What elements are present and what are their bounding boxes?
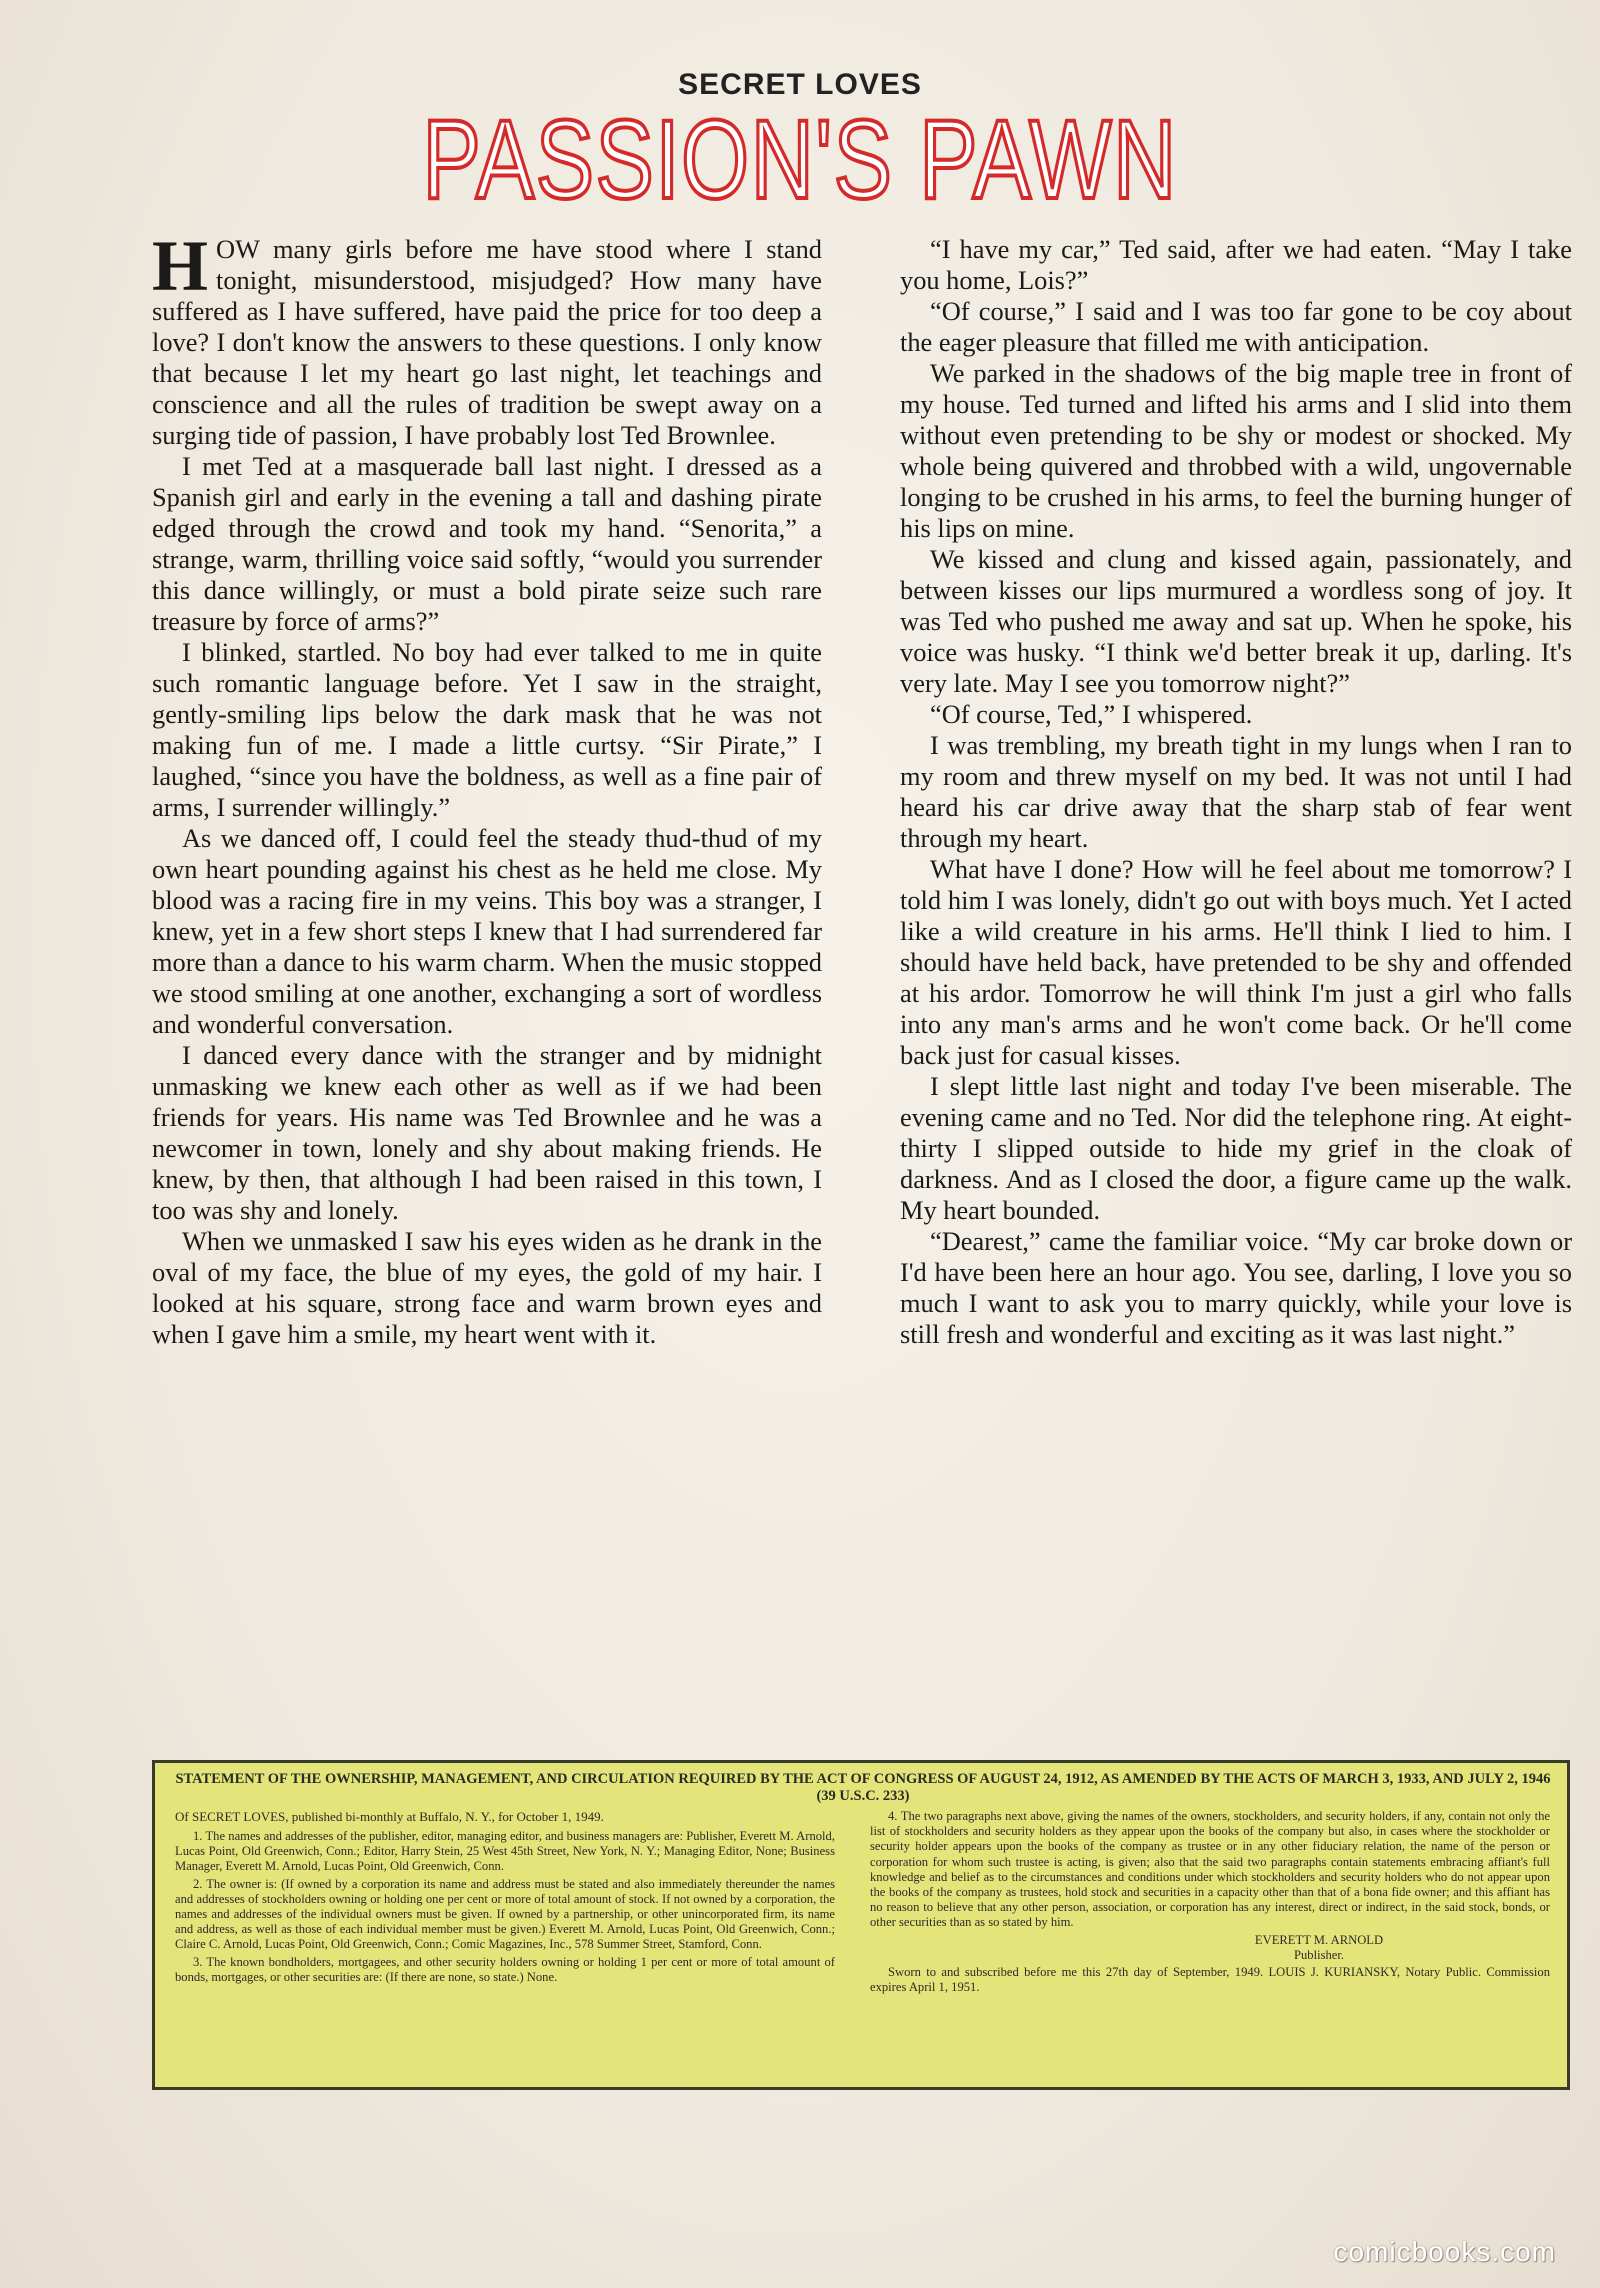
statement-publication: Of SECRET LOVES, published bi-monthly at Buffalo, N. Y., for October 1, 1949.: [175, 1809, 604, 1824]
story-paragraph: “Of course, Ted,” I whispered.: [930, 699, 1253, 729]
statement-paragraph: 4. The two paragraphs next above, giving the names of the owners, stockholders, and security holders, if any, contain not only the list of stockholders and security holders as they appear upon the books of the company but also, in cases where the stockholder or security holder appears upon the books of the company as trustee or in any other fiduciary relation, the name of the person or corporation for whom such trustee is acting, is given; also that the said two paragraphs contain statements embracing affiant's full knowledge and belief as to the circumstances and conditions under which stockholders and security holders who do not appear upon the books of the company as trustees, hold stock and securities in a capacity other than that of a bona fide owner; and this affiant has no reason to believe that any other person, association, or corporation has any interest, direct or indirect, in the said stock, bonds, or other securities than as so stated by him.: [870, 1809, 1550, 1930]
story-paragraph: I danced every dance with the stranger and by midnight unmasking we knew each other as well as if we had been friends for years. His name was Ted Brownlee and he was a newcomer in town, lonely and shy about making friends. He knew, by then, that although I had been raised in this town, I too was shy and lonely.: [152, 1040, 822, 1225]
statement-column-left: [175, 1829, 835, 1987]
story-title: PASSION'S PAWN: [422, 97, 1178, 222]
story-paragraph: “Of course,” I said and I was too far gone to be coy about the eager pleasure that filled me with anticipation.: [900, 296, 1572, 357]
statement-paragraph: 3. The known bondholders, mortgagees, and other security holders owning or holding 1 per cent or more of total amount of bonds, mortgages, or other securities are: (If there are none, so state.) None.: [175, 1954, 835, 1984]
statement-heading: STATEMENT OF THE OWNERSHIP, MANAGEMENT, AND CIRCULATION REQUIRED BY THE ACT OF CONGRESS OF AUGUST 24, 1912, AS AMENDED BY THE ACTS OF MARCH 3, 1933, AND JULY 2, 1946 (39 U.S.C. 233): [175, 1771, 1551, 1804]
story-paragraph: I met Ted at a masquerade ball last night. I dressed as a Spanish girl and early in the evening a tall and dashing pirate edged through the crowd and took my hand. “Senorita,” a strange, warm, thrilling voice said softly, “would you surrender this dance willingly, or must a bold pirate seize such rare treasure by force of arms?”: [152, 451, 822, 636]
story-paragraph: What have I done? How will he feel about me tomorrow? I told him I was lonely, didn't go out with boys much. Yet I acted like a wild creature in his arms. He'll think I lied to him. I should have held back, have pretended to be shy and offended at his ardor. Tomorrow he will think I'm just a girl who falls into any man's arms and he won't come back. Or he'll come back just for casual kisses.: [900, 854, 1572, 1070]
story-column-left: [152, 226, 822, 1350]
story-paragraph: When we unmasked I saw his eyes widen as he drank in the oval of my face, the blue of my eyes, the gold of my hair. I looked at his square, strong face and warm brown eyes and when I gave him a smile, my heart went with it.: [152, 1226, 822, 1349]
statement-column-right: [870, 1809, 1550, 1997]
story-paragraph: We parked in the shadows of the big maple tree in front of my house. Ted turned and lifted his arms and I slid into them without even pretending to be shy or modest or shocked. My whole being quivered and throbbed with a wild, ungovernable longing to be crushed in his arms, to feel the burning hunger of his lips on mine.: [900, 358, 1572, 543]
signature-role: Publisher.: [1293, 1947, 1345, 1962]
signature-name: EVERETT M. ARNOLD: [1254, 1932, 1384, 1947]
story-paragraph: HOW many girls before me have stood where I stand tonight, misunderstood, misjudged? How many have suffered as I have suffered, have paid the price for too deep a love? I don't know the answers to these questions. I only know that because I let my heart go last night, let teachings and conscience and all the rules of tradition be swept away on a surging tide of passion, I have probably lost Ted Brownlee.: [152, 234, 822, 451]
story-paragraph: I slept little last night and today I've been miserable. The evening came and no Ted. Nor did the telephone ring. At eight-thirty I slipped outside to hide my grief in the cloak of darkness. And as I closed the door, a figure came up the walk. My heart bounded.: [900, 1071, 1572, 1225]
story-header: [0, 68, 1600, 222]
story-paragraph: “Dearest,” came the familiar voice. “My car broke down or I'd have been here an hour ago. You see, darling, I love you so much I want to ask you to marry quickly, while your love is still fresh and wonderful and exciting as it was last night.”: [900, 1226, 1572, 1349]
story-paragraph: “I have my car,” Ted said, after we had eaten. “May I take you home, Lois?”: [900, 234, 1572, 295]
site-watermark: comicbooks.com: [1333, 2236, 1556, 2267]
ownership-statement-box: [152, 1760, 1570, 2090]
statement-paragraph: 1. The names and addresses of the publisher, editor, managing editor, and business managers are: Publisher, Everett M. Arnold, Lucas Point, Old Greenwich, Conn.; Editor, Harry Stein, 25 West 45th Street, New York, N. Y.; Managing Editor, None; Business Manager, Everett M. Arnold, Lucas Point, Old Greenwich, Conn.: [175, 1829, 835, 1874]
story-column-right: [900, 234, 1572, 1350]
statement-paragraph: 2. The owner is: (If owned by a corporation its name and address must be stated and also immediately thereunder the names and addresses of stockholders owning or holding one per cent or more of total amount of stock. If not owned by a corporation, the names and addresses of the individual owners must be given. If owned by a partnership, or other unincorporated firm, its name and address, as well as those of each individual member must be given.) Everett M. Arnold, Lucas Point, Old Greenwich, Conn.; Claire C. Arnold, Lucas Point, Old Greenwich, Conn.; Comic Magazines, Inc., 578 Summer Street, Stamford, Conn.: [175, 1876, 835, 1952]
story-paragraph: I blinked, startled. No boy had ever talked to me in quite such romantic language before. Yet I saw in the straight, gently-smiling lips below the dark mask that he was not making fun of me. I made a little curtsy. “Sir Pirate,” I laughed, “since you have the boldness, as well as a fine pair of arms, I surrender willingly.”: [152, 637, 822, 822]
series-title: SECRET LOVES: [678, 68, 922, 101]
statement-signature: [870, 1933, 1550, 1963]
story-paragraph: We kissed and clung and kissed again, passionately, and between kisses our lips murmured a wordless song of joy. It was Ted who pushed me away and sat up. When he spoke, his voice was husky. “I think we'd better break it up, darling. It's very late. May I see you tomorrow night?”: [900, 544, 1572, 698]
statement-sworn: Sworn to and subscribed before me this 27th day of September, 1949. LOUIS J. KURIANSKY, Notary Public. Commission expires April 1, 1951.: [870, 1965, 1550, 1995]
story-paragraph: I was trembling, my breath tight in my lungs when I ran to my room and threw myself on my bed. It was not until I had heard his car drive away that the sharp stab of fear went through my heart.: [900, 730, 1572, 853]
story-paragraph: As we danced off, I could feel the steady thud-thud of my own heart pounding against his chest as he held me close. My blood was a racing fire in my veins. This boy was a stranger, I knew, yet in a few short steps I knew that I had surrendered far more than a dance to his warm charm. When the music stopped we stood smiling at one another, exchanging a sort of wordless and wonderful conversation.: [152, 823, 822, 1039]
drop-cap: H: [152, 226, 209, 306]
